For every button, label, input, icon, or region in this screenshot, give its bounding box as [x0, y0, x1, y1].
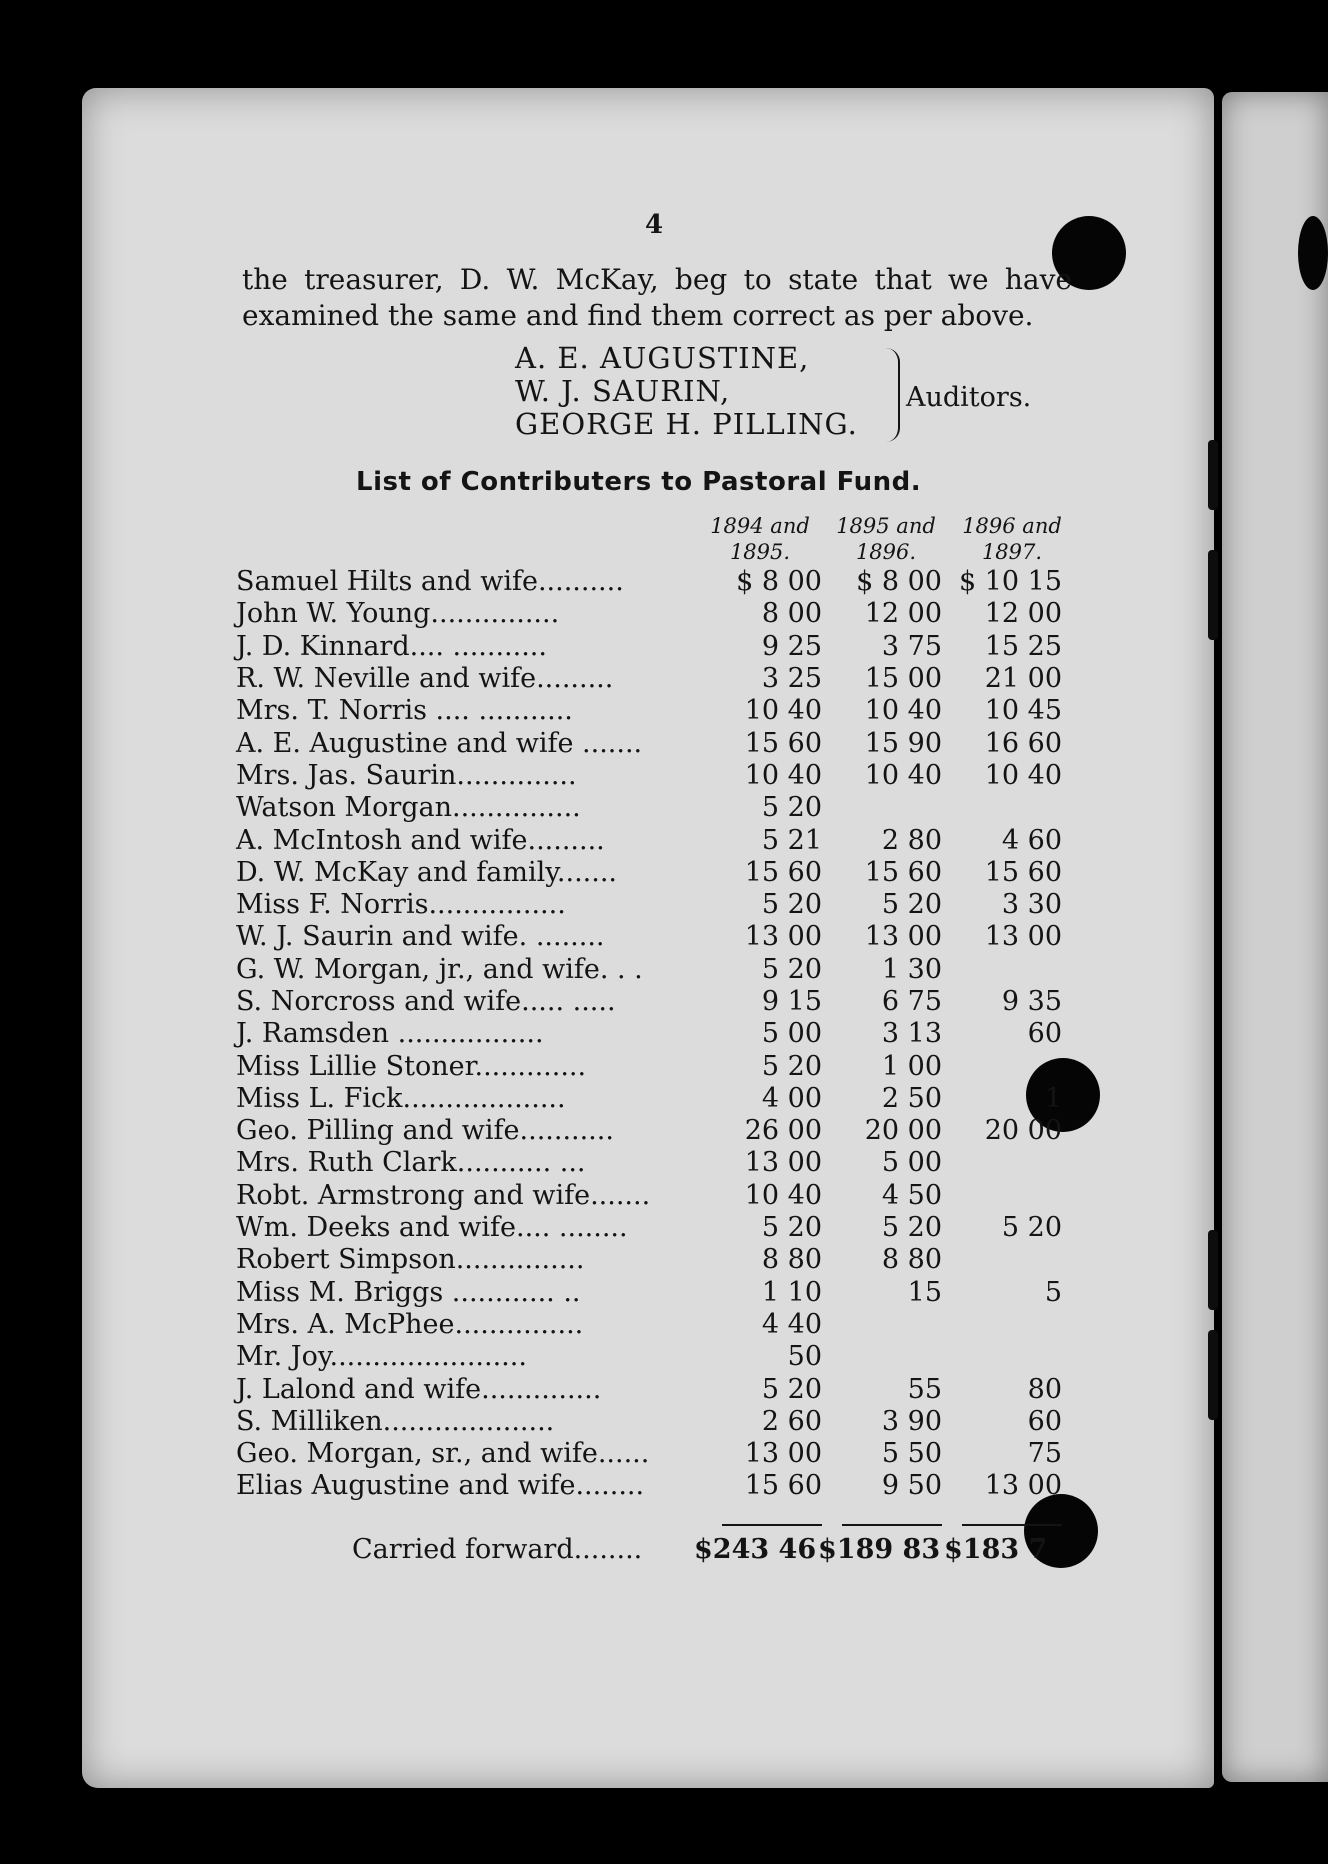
amount-1896-97: 5 20 [1001, 1212, 1062, 1244]
amount-1895-96 [822, 792, 942, 824]
total-rule-row [236, 1503, 1062, 1535]
amount-1895-96: 5 20 [881, 889, 942, 921]
amount-1895-96: 15 [907, 1276, 942, 1308]
amount-1896-97: 15 25 [984, 630, 1062, 662]
column-header-line: 1895 and [836, 514, 936, 538]
table-row [236, 1277, 1062, 1309]
amount-1894-95: 13 00 [744, 1147, 822, 1179]
table-row [236, 663, 1062, 695]
column-header-line: 1896. [855, 540, 917, 564]
amount-1896-97: 12 00 [984, 598, 1062, 630]
table-row [236, 1341, 1062, 1373]
punch-hole [1298, 216, 1328, 290]
amount-1894-95: 10 40 [744, 695, 822, 727]
amount-1895-96: 8 80 [881, 1244, 942, 1276]
table-row [236, 792, 1062, 824]
table-row [236, 1050, 1062, 1082]
amount-1894-95: 5 20 [761, 1373, 822, 1405]
contributor-name: J. Lalond and wife.............. [236, 1373, 602, 1405]
table-row [236, 1373, 1062, 1405]
contributor-name: John W. Young............... [236, 598, 560, 630]
table-row [236, 598, 1062, 630]
amount-1895-96: 4 50 [881, 1179, 942, 1211]
amount-1894-95: 26 00 [744, 1115, 822, 1147]
amount-1896-97 [942, 1180, 1062, 1212]
contributor-name: Mr. Joy....................... [236, 1341, 527, 1373]
amount-1895-96: 10 40 [864, 759, 942, 791]
amount-1895-96: 55 [907, 1373, 942, 1405]
table-row [236, 857, 1062, 889]
amount-1894-95: 15 60 [744, 856, 822, 888]
amount-1896-97 [942, 1341, 1062, 1373]
contributor-name: Robt. Armstrong and wife....... [236, 1179, 651, 1211]
contributor-name: Miss M. Briggs ............ .. [236, 1276, 581, 1308]
amount-1895-96: 15 60 [864, 856, 942, 888]
amount-1894-95: 4 00 [761, 1082, 822, 1114]
contributor-name: Watson Morgan............... [236, 792, 581, 824]
facing-page-edge [1222, 92, 1328, 1782]
column-header-line: 1894 and [710, 514, 810, 538]
amount-1894-95: 1 10 [761, 1276, 822, 1308]
amount-1894-95: 50 [787, 1341, 822, 1373]
table-row [236, 1470, 1062, 1502]
amount-1896-97: 13 00 [984, 921, 1062, 953]
amount-1896-97: 75 [1027, 1438, 1062, 1470]
contributor-name: Elias Augustine and wife........ [236, 1470, 645, 1502]
amount-1894-95: 9 25 [761, 630, 822, 662]
table-row [236, 631, 1062, 663]
binding-mark [1208, 1230, 1218, 1310]
carried-forward-total: $183 7 [944, 1534, 1048, 1565]
carried-forward-label: Carried forward........ [352, 1534, 643, 1565]
table-row [236, 1406, 1062, 1438]
table-row [236, 1018, 1062, 1050]
amount-1896-97: 5 [1044, 1276, 1062, 1308]
amount-1895-96: $ 8 00 [856, 566, 942, 598]
amount-1895-96: 20 00 [864, 1115, 942, 1147]
list-title: List of Contributers to Pastoral Fund. [356, 467, 922, 497]
table-row [236, 986, 1062, 1018]
amount-1895-96: 6 75 [881, 986, 942, 1017]
column-header [700, 513, 820, 565]
amount-1894-95: $ 8 00 [736, 566, 822, 598]
contributor-name: Miss L. Fick................... [236, 1082, 566, 1114]
amount-1895-96: 5 00 [881, 1147, 942, 1179]
contributor-name: Geo. Morgan, sr., and wife...... [236, 1438, 650, 1470]
amount-1896-97: 15 60 [984, 856, 1062, 888]
contributor-name: A. E. Augustine and wife ....... [236, 727, 643, 759]
amount-1894-95: 15 60 [744, 1470, 822, 1502]
contributor-name: Mrs. T. Norris .... ........... [236, 695, 573, 727]
amount-1895-96: 3 13 [881, 1018, 942, 1050]
amount-1894-95: 5 20 [761, 1050, 822, 1082]
amount-1895-96: 3 75 [881, 630, 942, 662]
amount-1896-97: 80 [1027, 1373, 1062, 1405]
contributor-name: D. W. McKay and family....... [236, 856, 617, 888]
amount-1896-97: $ 10 15 [958, 566, 1062, 598]
binding-mark [1208, 1330, 1218, 1420]
table-row [236, 1212, 1062, 1244]
contributor-name: Samuel Hilts and wife.......... [236, 566, 624, 598]
amount-1894-95: 5 20 [761, 1212, 822, 1244]
contributor-name: G. W. Morgan, jr., and wife. . . [236, 953, 643, 985]
contributor-name: Geo. Pilling and wife........... [236, 1115, 614, 1147]
table-row [236, 824, 1062, 856]
contributor-name: Robert Simpson............... [236, 1244, 585, 1276]
table-row [236, 1309, 1062, 1341]
amount-1896-97 [942, 1309, 1062, 1341]
amount-1894-95: 5 20 [761, 953, 822, 985]
auditor-name: A. E. AUGUSTINE, [515, 341, 810, 375]
table-row [236, 566, 1062, 598]
table-row [236, 695, 1062, 727]
contributor-name: Mrs. A. McPhee............... [236, 1308, 584, 1340]
amount-1896-97: 4 60 [1001, 824, 1062, 856]
total-rule [962, 1524, 1062, 1526]
amount-1894-95: 2 60 [761, 1405, 822, 1437]
auditor-name: GEORGE H. PILLING. [515, 407, 858, 441]
amount-1894-95: 5 00 [761, 1018, 822, 1050]
amount-1894-95: 3 25 [761, 663, 822, 695]
contributor-name: R. W. Neville and wife......... [236, 663, 614, 695]
contributors-table [236, 566, 1062, 1535]
brace [880, 348, 900, 442]
amount-1896-97: 20 00 [984, 1115, 1062, 1147]
table-row [236, 1438, 1062, 1470]
column-header-line: 1897. [981, 540, 1043, 564]
table-row [236, 1180, 1062, 1212]
carried-forward-total: $189 83 [818, 1534, 941, 1565]
amount-1895-96: 5 20 [881, 1212, 942, 1244]
table-row [236, 921, 1062, 953]
amount-1896-97: 9 35 [1001, 986, 1062, 1017]
page-number: 4 [645, 210, 664, 240]
amount-1896-97 [942, 792, 1062, 824]
auditors-label: Auditors. [906, 382, 1032, 413]
amount-1895-96: 15 90 [864, 727, 942, 759]
table-row [236, 1083, 1062, 1115]
column-header [826, 513, 946, 565]
amount-1894-95: 15 60 [744, 727, 822, 759]
auditor-name: W. J. SAURIN, [515, 374, 731, 408]
amount-1896-97: 13 00 [984, 1470, 1062, 1502]
contributor-name: Miss F. Norris................ [236, 889, 566, 921]
table-row [236, 1244, 1062, 1276]
contributor-name: Wm. Deeks and wife.... ........ [236, 1212, 628, 1244]
amount-1894-95: 5 20 [761, 889, 822, 921]
auditor-names [515, 342, 858, 441]
amount-1896-97: 1 [1044, 1082, 1062, 1114]
amount-1895-96: 2 50 [881, 1082, 942, 1114]
table-row [236, 1147, 1062, 1179]
contributor-name: Mrs. Jas. Saurin.............. [236, 759, 577, 791]
contributor-name: W. J. Saurin and wife. ........ [236, 921, 605, 953]
contributor-name: S. Norcross and wife..... ..... [236, 986, 616, 1017]
binding-mark [1208, 550, 1218, 640]
amount-1895-96: 5 50 [881, 1438, 942, 1470]
total-rule [842, 1524, 942, 1526]
contributor-name: S. Milliken.................... [236, 1405, 555, 1437]
amount-1895-96: 3 90 [881, 1405, 942, 1437]
amount-1894-95: 13 00 [744, 921, 822, 953]
amount-1896-97: 60 [1027, 1405, 1062, 1437]
contributor-name: Miss Lillie Stoner............. [236, 1050, 587, 1082]
amount-1896-97 [942, 1244, 1062, 1276]
intro-paragraph: the treasurer, D. W. McKay, beg to state that we have examined the same and find them correct as per above. [242, 263, 1072, 332]
table-row [236, 760, 1062, 792]
amount-1895-96: 13 00 [864, 921, 942, 953]
table-row [236, 889, 1062, 921]
amount-1895-96: 15 00 [864, 663, 942, 695]
amount-1896-97: 21 00 [984, 663, 1062, 695]
amount-1894-95: 9 15 [761, 986, 822, 1017]
binding-mark [1208, 440, 1218, 510]
amount-1894-95: 5 21 [761, 824, 822, 856]
carried-forward-total: $243 46 [694, 1534, 817, 1565]
amount-1896-97: 60 [1027, 1018, 1062, 1050]
column-header-line: 1896 and [962, 514, 1062, 538]
amount-1895-96: 1 30 [881, 953, 942, 985]
amount-1895-96 [822, 1341, 942, 1373]
table-row [236, 954, 1062, 986]
contributor-name: J. D. Kinnard.... ........... [236, 630, 547, 662]
amount-1896-97: 3 30 [1001, 889, 1062, 921]
contributor-name: Mrs. Ruth Clark........... ... [236, 1147, 586, 1179]
amount-1894-95: 8 00 [761, 598, 822, 630]
amount-1894-95: 13 00 [744, 1438, 822, 1470]
table-row [236, 1115, 1062, 1147]
amount-1896-97 [942, 1050, 1062, 1082]
amount-1894-95: 10 40 [744, 1179, 822, 1211]
amount-1895-96: 2 80 [881, 824, 942, 856]
amount-1895-96 [822, 1309, 942, 1341]
column-header [952, 513, 1072, 565]
amount-1896-97 [942, 954, 1062, 986]
amount-1896-97: 10 45 [984, 695, 1062, 727]
amount-1896-97 [942, 1147, 1062, 1179]
amount-1896-97: 16 60 [984, 727, 1062, 759]
total-rule [722, 1524, 822, 1526]
amount-1895-96: 1 00 [881, 1050, 942, 1082]
amount-1895-96: 9 50 [881, 1470, 942, 1502]
amount-1895-96: 12 00 [864, 598, 942, 630]
table-row [236, 727, 1062, 759]
amount-1896-97: 10 40 [984, 759, 1062, 791]
amount-1894-95: 8 80 [761, 1244, 822, 1276]
amount-1894-95: 10 40 [744, 759, 822, 791]
amount-1895-96: 10 40 [864, 695, 942, 727]
amount-1894-95: 4 40 [761, 1308, 822, 1340]
contributor-name: A. McIntosh and wife......... [236, 824, 605, 856]
column-header-line: 1895. [729, 540, 791, 564]
contributor-name: J. Ramsden ................. [236, 1018, 544, 1050]
amount-1894-95: 5 20 [761, 792, 822, 824]
